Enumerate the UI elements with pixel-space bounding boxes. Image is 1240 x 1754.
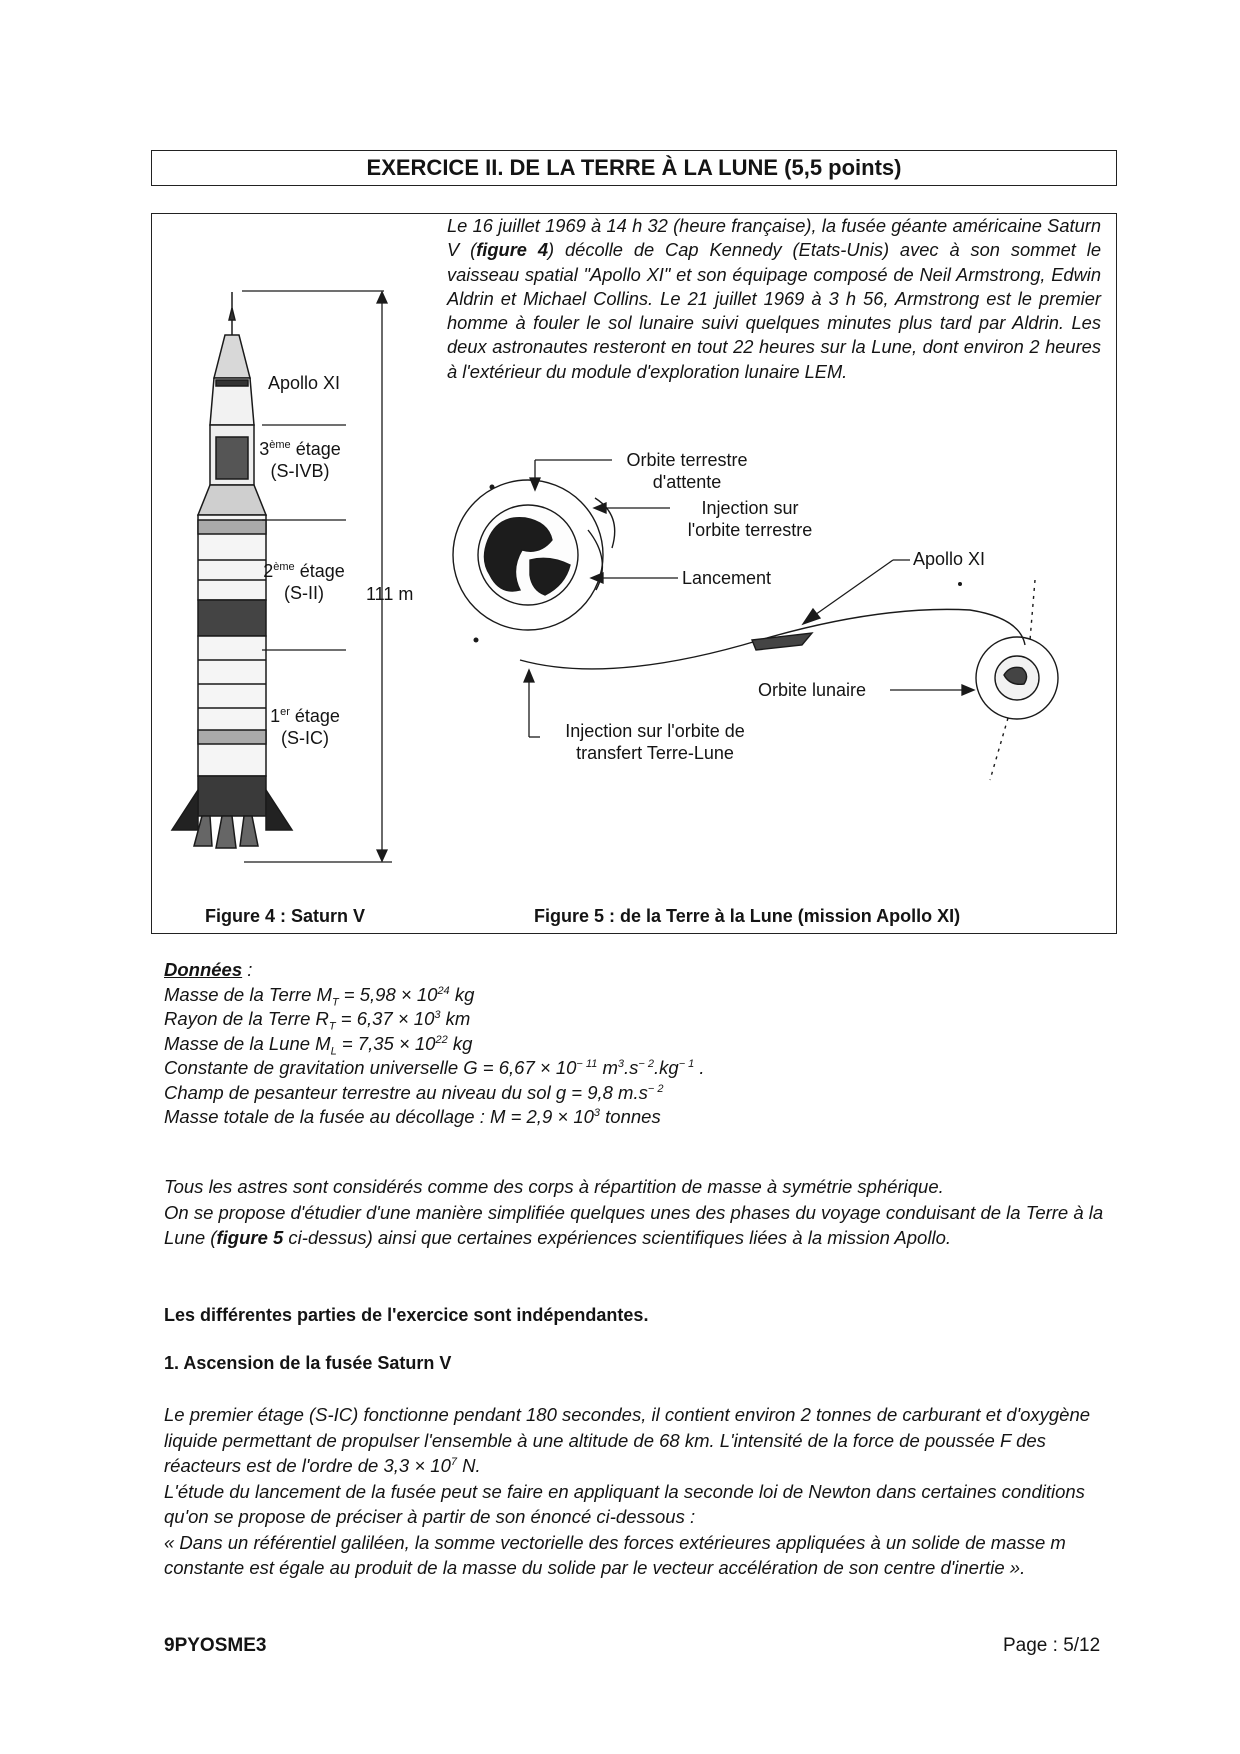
label-transfer-injection: Injection sur l'orbite de transfert Terre-Lune: [565, 721, 745, 763]
rocket-label-apollo: Apollo XI: [268, 373, 341, 393]
label-lunar-orbit: Orbite lunaire: [758, 680, 867, 700]
label-apollo-craft: Apollo XI: [913, 549, 986, 569]
data-earth-radius: Rayon de la Terre $R_T = 6,37 \times 10^3$ km: [164, 1008, 471, 1033]
data-earth-mass: Masse de la Terre $M_T = 5,98 \times 10^{24}$ kg: [164, 983, 475, 1009]
data-section: Données : Masse de la Terre $M_T = 5,98 \times 10^{24}$ kg Rayon de la Terre $R_T = 6,37 \times 10^3$ km Masse de la Lune $M_L = 7,35 \times 10^{22}$ kg Constante de gravitation universelle $G = 6,67 \times 10^{- 11}$ $m^3.s^{- 2}.kg^{- 1}$ . Champ de pesanteur terrestre au niveau du sol g = 9,8 $m.s^{- 2}$ Masse totale de la fusée au décollage : $M = 2,9 \times 10^3$ tonnes: [164, 958, 705, 1130]
section1-body: Le premier étage (S-IC) fonctionne pendant 180 secondes, il contient environ 2 tonnes de carburant et d'oxygène liquide permettant de propulser l'ensemble à une altitude de 68 km. L'intensité de la force de poussée F des réacteurs est de l'ordre de $3,3 \times 10^7$ N. L'étude du lancement de la fusée peut se faire en appliquant la seconde loi de Newton dans certaines conditions qu'on se propose de préciser à partir de son énoncé ci-dessous : « Dans un référentiel galiléen, la somme vectorielle des forces extérieures appliquées à un solide de masse m constante est égale au produit de la masse du solide par le vecteur accélération de son centre d'inertie ».: [164, 1404, 1091, 1578]
context-paragraph: Tous les astres sont considérés comme des corps à répartition de masse à symétrie sphérique. On se propose d'étudier d'une manière simplifiée quelques unes des phases du voyage conduisant de la Terre à la Lune (figure 5 ci-dessus) ainsi que certaines expériences scientifiques liées à la mission Apollo.: [164, 1176, 1104, 1248]
label-orbit-injection: Injection sur l'orbite terrestre: [687, 498, 813, 540]
data-gravity-field: Champ de pesanteur terrestre au niveau du sol g = 9,8 $m.s^{- 2}$: [164, 1081, 664, 1103]
data-heading: Données: [164, 959, 243, 980]
figure5-caption: Figure 5 : de la Terre à la Lune (mission Apollo XI): [534, 906, 961, 926]
rocket-height-label: 111 m: [366, 584, 414, 604]
intro-paragraph: Le 16 juillet 1969 à 14 h 32 (heure française), la fusée géante américaine Saturn V (figure 4) décolle de Cap Kennedy (Etats-Unis) avec à son sommet le vaisseau spatial "Apollo XI" et son équipage composé de Neil Armstrong, Edwin Aldrin et Michael Collins. Le 21 juillet 1969 à 3 h 56, Armstrong est le premier homme à fouler le sol lunaire suivi quelques minutes plus tard par Aldrin. Les deux astronautes resteront en tout 22 heures sur la Lune, dont environ 2 heures à l'extérieur du module d'exploration lunaire LEM.: [447, 215, 1101, 382]
data-rocket-mass: Masse totale de la fusée au décollage : $M = 2,9 \times 10^3$ tonnes: [164, 1106, 661, 1127]
rocket-label-stage3: 3ème étage (S-IVB): [259, 439, 341, 481]
figure4-caption: Figure 4 : Saturn V: [205, 906, 366, 926]
data-moon-mass: Masse de la Lune $M_L = 7,35 \times 10^{22}$ kg: [164, 1032, 473, 1058]
section1-title: 1. Ascension de la fusée Saturn V: [164, 1353, 452, 1373]
rocket-label-stage1: 1er étage (S-IC): [270, 706, 340, 748]
label-launch: Lancement: [682, 568, 772, 588]
data-gravitation-constant: Constante de gravitation universelle $G = 6,67 \times 10^{- 11}$ $m^3.s^{- 2}.kg^{- 1}$ .: [164, 1057, 705, 1078]
exam-code: 9PYOSME3: [164, 1635, 267, 1656]
rocket-label-stage2: 2ème étage (S-II): [263, 561, 345, 603]
independent-note: Les différentes parties de l'exercice sont indépendantes.: [164, 1305, 649, 1325]
exercise-title: EXERCICE II. DE LA TERRE À LA LUNE (5,5 points): [151, 150, 1117, 186]
label-parking-orbit: Orbite terrestre d'attente: [626, 450, 748, 492]
page-number: Page : 5/12: [1003, 1635, 1101, 1656]
